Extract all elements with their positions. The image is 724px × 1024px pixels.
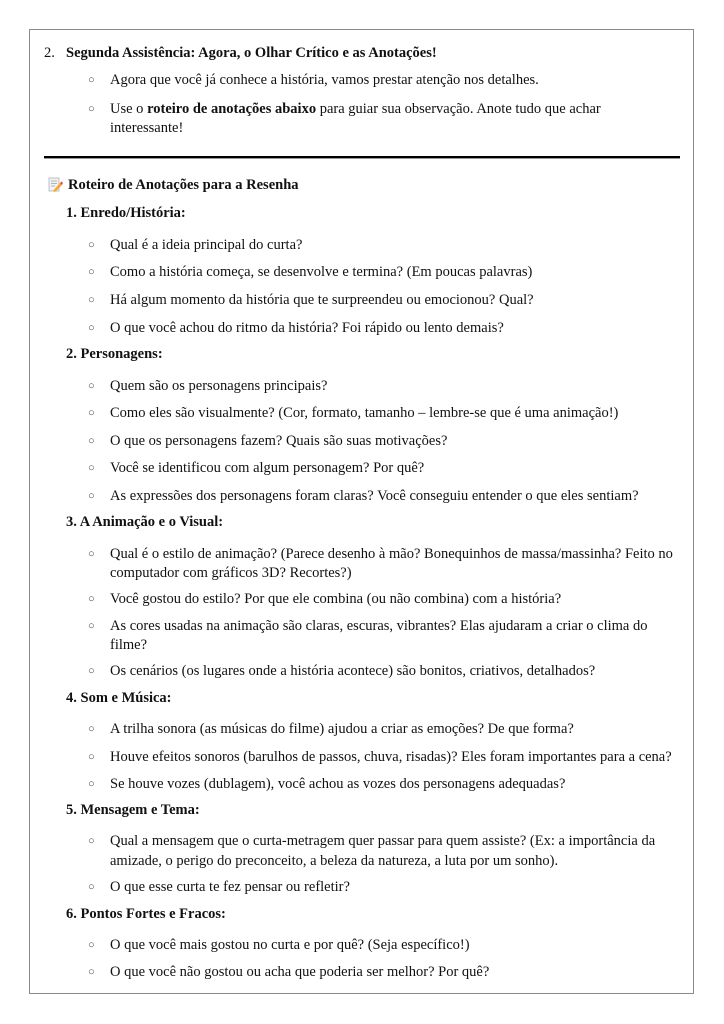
list-item: Houve efeitos sonoros (barulhos de passos, chuva, risadas)? Eles foram importantes para a cena? [110,749,672,765]
bullet-icon: ○ [88,380,95,392]
subsection-heading: 4. Som e Música: [66,690,172,706]
list-item: Como eles são visualmente? (Cor, formato, tamanho – lembre-se que é uma animação!) [110,405,619,421]
bullet-icon: ○ [88,778,95,790]
text-segment: interessante! [110,120,184,136]
list-item: Os cenários (os lugares onde a história acontece) são bonitos, criativos, detalhados? [110,663,596,679]
list-item: filme? [110,637,148,653]
list-item: Há algum momento da história que te surpreendeu ou emocionou? Qual? [110,292,534,308]
list-item: O que você mais gostou no curta e por quê? (Seja específico!) [110,937,470,953]
bullet-icon: ○ [88,881,95,893]
bullet-icon: ○ [88,490,95,502]
list-item: Quem são os personagens principais? [110,378,328,394]
list-item: Agora que você já conhece a história, vamos prestar atenção nos detalhes. [110,72,539,88]
bullet-icon: ○ [88,723,95,735]
memo-icon [47,177,63,193]
list-item: As cores usadas na animação são claras, escuras, vibrantes? Elas ajudaram a criar o clima do [110,618,648,634]
bullet-icon: ○ [88,266,95,278]
list-item: Você gostou do estilo? Por que ele combina (ou não combina) com a história? [110,591,562,607]
subsection-heading: 6. Pontos Fortes e Fracos: [66,906,226,922]
list-item: O que você achou do ritmo da história? Foi rápido ou lento demais? [110,320,504,336]
list-item: Qual é a ideia principal do curta? [110,237,303,253]
list-item: Qual a mensagem que o curta-metragem quer passar para quem assiste? (Ex: a importância da [110,833,656,849]
subsection-heading: 1. Enredo/História: [66,205,186,221]
horizontal-divider [44,156,680,159]
bullet-icon: ○ [88,322,95,334]
bold-text: roteiro de anotações abaixo [147,101,317,117]
list-item: O que você não gostou ou acha que poderia ser melhor? Por quê? [110,964,490,980]
bullet-icon: ○ [88,620,95,632]
bullet-icon: ○ [88,462,95,474]
guide-title: Roteiro de Anotações para a Resenha [68,177,299,193]
section-heading: Segunda Assistência: Agora, o Olhar Crítico e as Anotações! [66,45,437,61]
list-item: Como a história começa, se desenvolve e termina? (Em poucas palavras) [110,264,533,280]
bullet-icon: ○ [88,294,95,306]
bullet-icon: ○ [88,835,95,847]
bullet-icon: ○ [88,548,95,560]
list-item: O que esse curta te fez pensar ou refletir? [110,879,350,895]
bullet-icon: ○ [88,966,95,978]
bullet-icon: ○ [88,593,95,605]
subsection-heading: 5. Mensagem e Tema: [66,802,200,818]
list-number: 2. [44,45,55,61]
bullet-icon: ○ [88,74,95,86]
bullet-icon: ○ [88,751,95,763]
bullet-icon: ○ [88,407,95,419]
bullet-icon: ○ [88,103,95,115]
list-item: Você se identificou com algum personagem? Por quê? [110,460,425,476]
subsection-heading: 2. Personagens: [66,346,163,362]
list-item: Se houve vozes (dublagem), você achou as vozes dos personagens adequadas? [110,776,566,792]
bullet-icon: ○ [88,239,95,251]
bullet-icon: ○ [88,435,95,447]
list-item [110,100,601,138]
list-item: O que os personagens fazem? Quais são suas motivações? [110,433,448,449]
text-segment: para guiar sua observação. Anote tudo que achar [316,101,601,117]
list-item: Qual é o estilo de animação? (Parece desenho à mão? Bonequinhos de massa/massinha? Feito no [110,546,673,562]
bullet-icon: ○ [88,665,95,677]
text-segment: Use o [110,101,148,117]
list-item: computador com gráficos 3D? Recortes?) [110,565,352,581]
list-item: amizade, o perigo do preconceito, a beleza da natureza, a luta por um sonho). [110,853,559,869]
bullet-icon: ○ [88,939,95,951]
list-item: As expressões dos personagens foram claras? Você conseguiu entender o que eles sentiam? [110,488,639,504]
list-item: A trilha sonora (as músicas do filme) ajudou a criar as emoções? De que forma? [110,721,574,737]
subsection-heading: 3. A Animação e o Visual: [66,514,224,530]
